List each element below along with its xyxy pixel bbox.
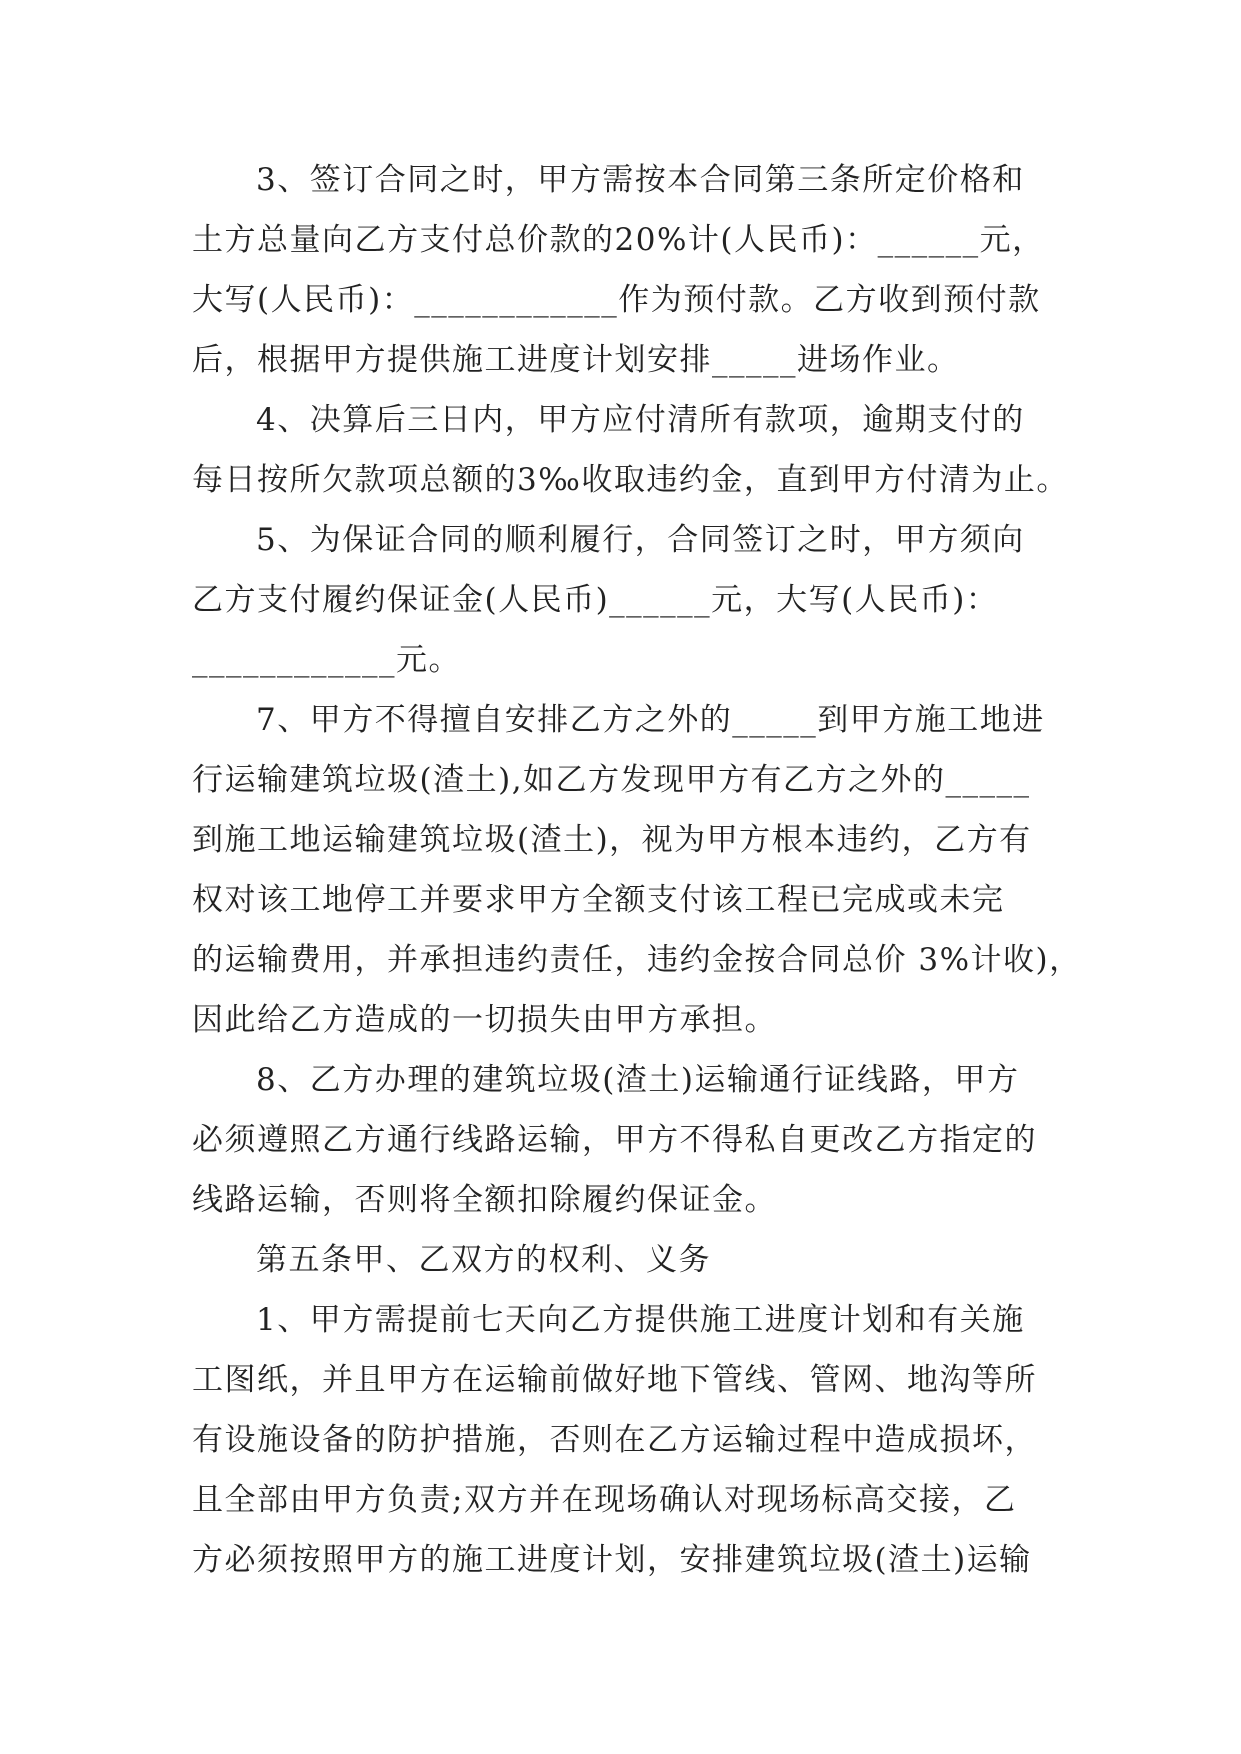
paragraph-3-line-4: 后，根据甲方提供施工进度计划安排_____进场作业。 <box>192 342 960 378</box>
paragraph-8-line-2: 必须遵照乙方通行线路运输，甲方不得私自更改乙方指定的 <box>192 1122 1037 1158</box>
paragraph-5-line-1: 5、为保证合同的顺利履行，合同签订之时，甲方须向 <box>256 522 1025 558</box>
paragraph-7-line-6: 因此给乙方造成的一切损失由甲方承担。 <box>192 1002 777 1038</box>
section-heading-article-5: 第五条甲、乙双方的权利、义务 <box>256 1242 711 1278</box>
paragraph-8-line-3: 线路运输，否则将全额扣除履约保证金。 <box>192 1182 777 1218</box>
article-5-item-1-line-1: 1、甲方需提前七天向乙方提供施工进度计划和有关施 <box>256 1302 1025 1338</box>
paragraph-7-line-4: 权对该工地停工并要求甲方全额支付该工程已完成或未完 <box>192 882 1005 918</box>
paragraph-5-line-2: 乙方支付履约保证金(人民币)______元，大写(人民币)： <box>192 582 999 618</box>
paragraph-3-line-1: 3、签订合同之时，甲方需按本合同第三条所定价格和 <box>256 162 1025 198</box>
article-5-item-1-line-4: 且全部由甲方负责;双方并在现场确认对现场标高交接，乙 <box>192 1482 1017 1518</box>
paragraph-4-line-2: 每日按所欠款项总额的3‰收取违约金，直到甲方付清为止。 <box>192 462 1069 498</box>
paragraph-4-line-1: 4、决算后三日内，甲方应付清所有款项，逾期支付的 <box>256 402 1025 438</box>
paragraph-7-line-2: 行运输建筑垃圾(渣土),如乙方发现甲方有乙方之外的_____ <box>192 762 1031 798</box>
article-5-item-1-line-3: 有设施设备的防护措施，否则在乙方运输过程中造成损坏， <box>192 1422 1037 1458</box>
paragraph-7-line-1: 7、甲方不得擅自安排乙方之外的_____到甲方施工地进 <box>256 702 1045 738</box>
paragraph-5-line-3: ____________元。 <box>192 642 461 678</box>
paragraph-3-line-2: 土方总量向乙方支付总价款的20%计(人民币)：______元， <box>192 222 1045 258</box>
paragraph-7-line-3: 到施工地运输建筑垃圾(渣土)，视为甲方根本违约，乙方有 <box>192 822 1032 858</box>
article-5-item-1-line-2: 工图纸，并且甲方在运输前做好地下管线、管网、地沟等所 <box>192 1362 1037 1398</box>
document-body <box>192 150 1082 1590</box>
paragraph-7-line-5: 的运输费用，并承担违约责任，违约金按合同总价 3%计收)， <box>192 942 1082 978</box>
paragraph-8-line-1: 8、乙方办理的建筑垃圾(渣土)运输通行证线路，甲方 <box>256 1062 1020 1098</box>
article-5-item-1-line-5: 方必须按照甲方的施工进度计划，安排建筑垃圾(渣土)运输 <box>192 1542 1032 1578</box>
paragraph-3-line-3: 大写(人民币)：____________作为预付款。乙方收到预付款 <box>192 282 1041 318</box>
